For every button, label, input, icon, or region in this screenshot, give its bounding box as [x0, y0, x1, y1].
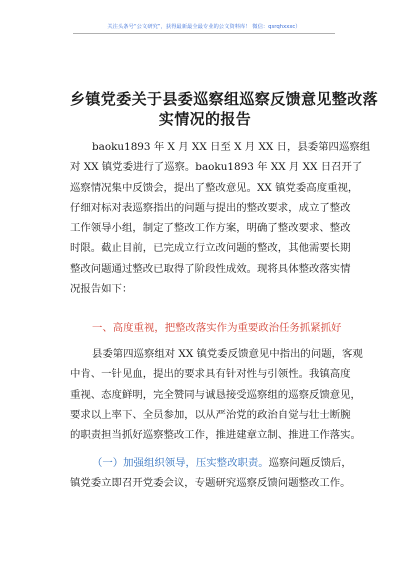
- intro-line: baoku1893 年 X 月 XX 日至 X 月 XX 日，县委第四巡察组: [92, 141, 371, 153]
- intro-paragraph: [70, 137, 371, 299]
- section-1-paragraph: [70, 344, 363, 445]
- subsection-1-line: 镇党委立即召开党委会议，专题研究巡察反馈问题整改工作。: [70, 477, 351, 490]
- section-1-line: 中肯、一针见血，提出的要求具有针对性与引领性。我镇高度: [70, 368, 351, 381]
- intro-line: 仔细对标对表巡察指出的问题与提出的整改要求，成立了整改: [70, 201, 351, 214]
- intro-line: 况报告如下：: [70, 283, 133, 296]
- section-1-line: 县委第四巡察组对 XX 镇党委反馈意见中指出的问题，客观: [92, 348, 363, 360]
- document-title-line-2: 实情况的报告: [158, 110, 252, 128]
- intro-line: 时限。截止目前，已完成立行立改问题的整改，其他需要长期: [70, 242, 351, 255]
- intro-line: 工作领导小组，制定了整改工作方案，明确了整改要求、整改: [70, 222, 351, 235]
- section-1-line: 要求以上率下、全员参加，以从严治党的政治自觉与壮士断腕: [70, 408, 351, 421]
- section-1-line: 的职责担当抓好巡察整改工作，推进建章立制、推进工作落实。: [70, 429, 361, 442]
- intro-line: 巡察情况集中反馈会，提出了整改意见。XX 镇党委高度重视，: [70, 181, 359, 194]
- section-1-heading: 一、高度重视，把整改落实作为重要政治任务抓紧抓好: [92, 322, 342, 334]
- section-1-line: 重视、态度鲜明，完全赞同与诚恳接受巡察组的巡察反馈意见，: [70, 388, 361, 401]
- header-rule: [73, 33, 335, 34]
- header-note: 关注头条号“公文研究”，获得最新最全最专业的公文资料库！ 微信：qsrqhxxxc）: [107, 24, 301, 30]
- intro-line: 对 XX 镇党委进行了巡察。baoku1893 年 XX 月 XX 日召开了: [70, 161, 363, 174]
- intro-line: 整改问题通过整改已取得了阶段性成效。现将具体整改落实情: [70, 262, 351, 275]
- document-title-line-1: 乡镇党委关于县委巡察组巡察反馈意见整改落: [70, 90, 379, 108]
- subsection-1-text: 巡察问题反馈后，: [268, 457, 352, 469]
- subsection-1-heading: （一）加强组织领导，压实整改职责。: [92, 457, 269, 469]
- subsection-1-paragraph: [70, 453, 352, 494]
